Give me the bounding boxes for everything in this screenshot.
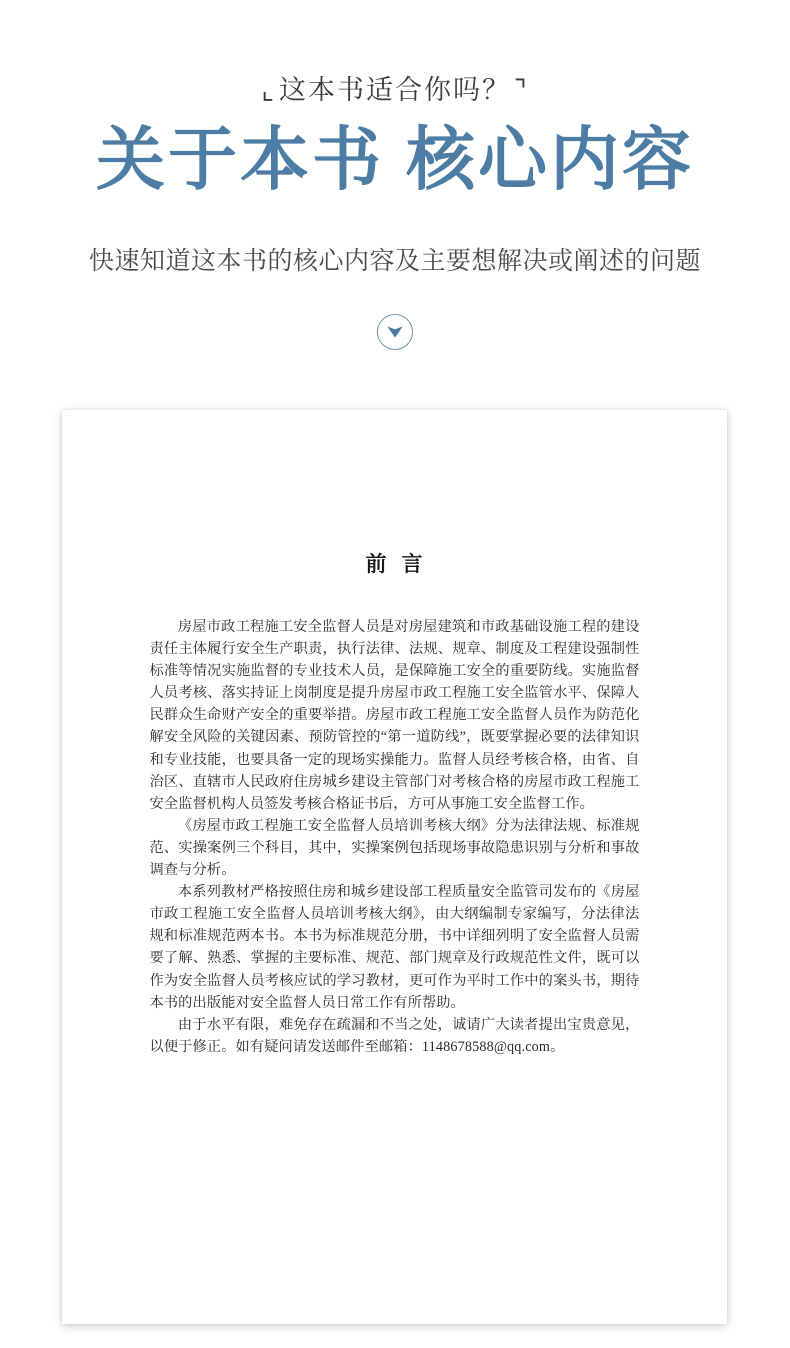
document-preview-area <box>0 410 790 1348</box>
bracket-right-icon: ⌝ <box>514 75 529 105</box>
document-paragraph: 本系列教材严格按照住房和城乡建设部工程质量安全监管司发布的《房屋市政工程施工安全监督人员培训考核大纲》，由大纲编制专家编写，分法律法规和标准规范两本书。本书为标准规范分册，书中详细列明了安全监督人员需要了解、熟悉、掌握的主要标准、规范、部门规章及行政规范性文件，既可以作为安全监督人员考核应试的学习教材，更可作为平时工作中的案头书，期待本书的出版能对安全监督人员日常工作有所帮助。 <box>149 884 640 1011</box>
page-title <box>0 122 790 199</box>
document-title-char-2: 言 <box>401 552 424 576</box>
page-title-part-1: 关于本书 <box>96 121 384 198</box>
document-page <box>62 410 727 1324</box>
document-title-char-1: 前 <box>365 552 388 576</box>
document-title <box>62 410 727 578</box>
chevron-down-icon[interactable] <box>377 314 413 350</box>
eyebrow-line <box>0 74 790 108</box>
header-section <box>0 0 790 350</box>
document-paragraph: 《房屋市政工程施工安全监督人员培训考核大纲》分为法律法规、标准规范、实操案例三个科目，其中，实操案例包括现场事故隐患识别与分析和事故调查与分析。 <box>149 817 640 879</box>
document-body <box>150 578 640 1058</box>
page-title-part-2: 核心内容 <box>406 121 694 198</box>
eyebrow-text: 这本书适合你吗？ <box>279 75 511 105</box>
scroll-down-indicator[interactable] <box>0 314 790 350</box>
page-subtitle: 快速知道这本书的核心内容及主要想解决或阐述的问题 <box>88 247 701 276</box>
document-paragraph: 房屋市政工程施工安全监督人员是对房屋建筑和市政基础设施工程的建设责任主体履行安全生产职责，执行法律、法规、规章、制度及工程建设强制性标准等情况实施监督的专业技术人员，是保障施工安全的重要防线。实施监督人员考核、落实持证上岗制度是提升房屋市政工程施工安全监管水平、保障人民群众生命财产安全的重要举措。房屋市政工程施工安全监督人员作为防范化解安全风险的关键因素、预防管控的“第一道防线”，既要掌握必要的法律知识和专业技能，也要具备一定的现场实操能力。监督人员经考核合格，由省、自治区、直辖市人民政府住房城乡建设主管部门对考核合格的房屋市政工程施工安全监督机构人员签发考核合格证书后，方可从事施工安全监督工作。 <box>149 619 640 812</box>
bracket-left-icon: ⌞ <box>261 75 276 105</box>
document-paragraph: 由于水平有限，难免存在疏漏和不当之处，诚请广大读者提出宝贵意见，以便于修正。如有疑问请发送邮件至邮箱：1148678588@qq.com。 <box>149 1016 640 1055</box>
